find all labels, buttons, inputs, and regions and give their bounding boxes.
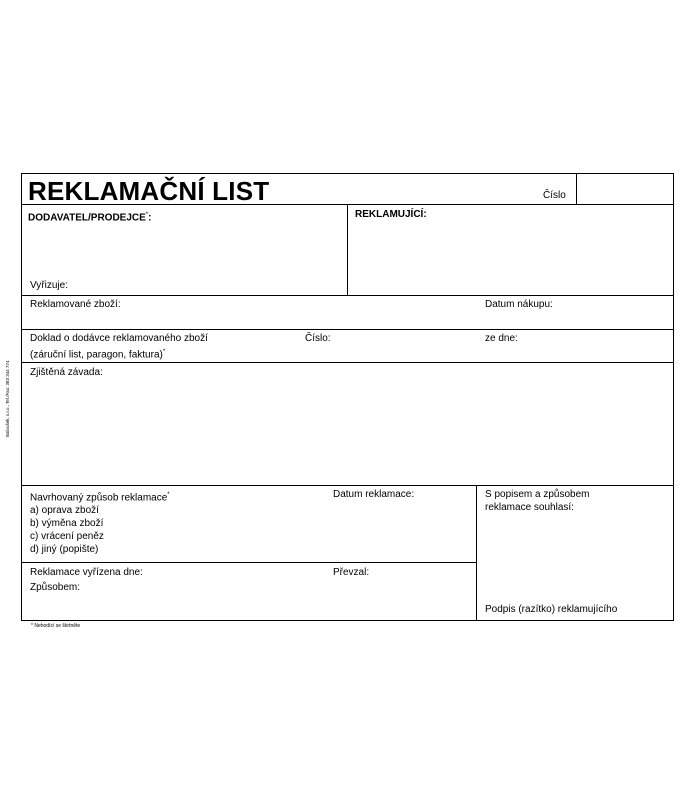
document-number-label: Číslo: — [305, 333, 331, 344]
claimant-field[interactable] — [348, 222, 673, 294]
method-option-d[interactable]: d) jiný (popište) — [30, 544, 99, 555]
defect-label: Zjištěná závada: — [30, 367, 103, 378]
supplier-footnote-mark: * — [145, 212, 149, 218]
manner-field[interactable] — [80, 580, 475, 618]
side-imprint: Baloušek, s.r.o., Tel./Fax: 383 344 774 — [5, 360, 10, 437]
supplier-field[interactable] — [22, 222, 347, 278]
document-label-line2 — [30, 346, 165, 361]
supplier-label-text: DODAVATEL/PRODEJCE — [28, 212, 146, 224]
claimed-goods-label: Reklamované zboží: — [30, 299, 121, 310]
purchase-date-label: Datum nákupu: — [485, 299, 553, 310]
divider-parties — [21, 295, 674, 296]
resolved-date-label: Reklamace vyřízena dne: — [30, 567, 143, 578]
divider-defect — [21, 485, 674, 486]
form-title: REKLAMAČNÍ LIST — [28, 176, 270, 206]
agreement-label-line1: S popisem a způsobem — [485, 489, 590, 500]
agreement-label-line2: reklamace souhlasí: — [485, 502, 574, 513]
signature-label: Podpis (razítko) reklamujícího — [485, 604, 618, 615]
divider-bottom-vertical — [476, 485, 477, 621]
method-option-c[interactable]: c) vrácení peněz — [30, 531, 104, 542]
cislo-label: Číslo — [543, 190, 566, 201]
resolved-date-field[interactable] — [150, 564, 330, 578]
document-date-field[interactable] — [520, 331, 673, 361]
document-label-line2-text: (záruční list, paragon, faktura) — [30, 349, 163, 361]
document-date-label: ze dne: — [485, 333, 518, 344]
handles-label: Vyřizuje: — [30, 280, 68, 291]
document-number-field[interactable] — [335, 331, 475, 361]
claim-date-field[interactable] — [333, 502, 475, 561]
method-option-a[interactable]: a) oprava zboží — [30, 505, 99, 516]
divider-goods — [21, 329, 674, 330]
method-label — [30, 489, 170, 504]
document-label-line1: Doklad o dodávce reklamovaného zboží — [30, 333, 208, 344]
manner-label: Způsobem: — [30, 582, 81, 593]
cislo-field[interactable] — [577, 174, 673, 204]
document-footnote-mark: * — [162, 349, 166, 355]
defect-field[interactable] — [22, 380, 673, 484]
claimant-label: REKLAMUJÍCÍ: — [355, 209, 427, 220]
divider-document — [21, 362, 674, 363]
received-field[interactable] — [372, 564, 475, 578]
received-label: Převzal: — [333, 567, 370, 578]
footnote: * Nehodící se škrtněte — [31, 623, 81, 629]
method-option-b[interactable]: b) výměna zboží — [30, 518, 104, 529]
supplier-label-colon: : — [148, 212, 152, 224]
claimed-goods-field[interactable] — [22, 312, 477, 328]
divider-method — [21, 562, 476, 563]
method-label-text: Navrhovaný způsob reklamace — [30, 492, 168, 504]
claim-date-label: Datum reklamace: — [333, 489, 415, 500]
method-footnote-mark: * — [167, 492, 170, 498]
signature-field[interactable] — [478, 516, 673, 602]
purchase-date-field[interactable] — [485, 312, 673, 328]
